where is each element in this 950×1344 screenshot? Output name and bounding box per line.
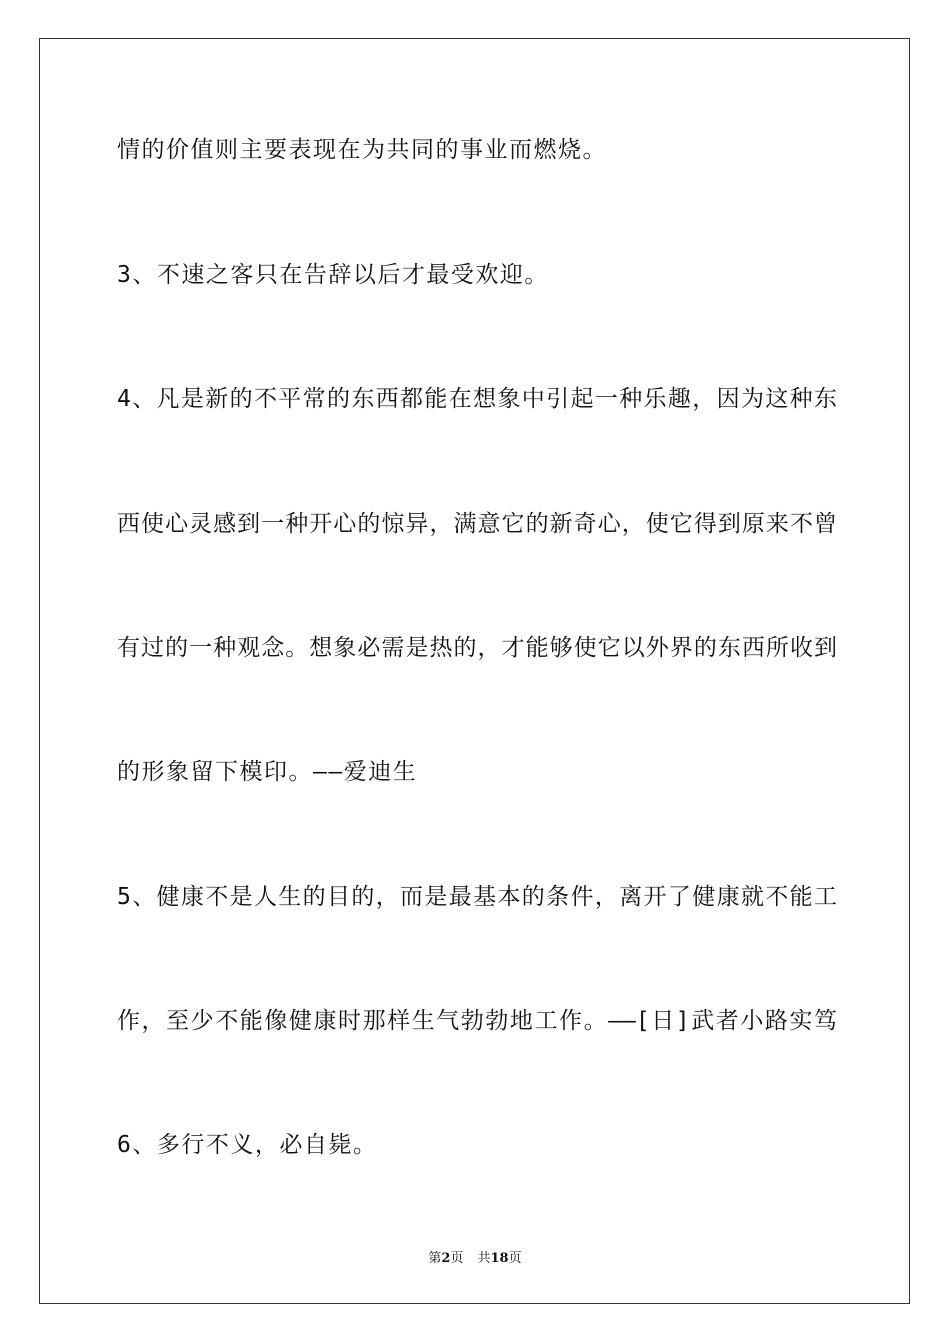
paragraph-line: 5、健康不是人生的目的，而是最基本的条件，离开了健康就不能工 [117, 884, 837, 910]
paragraph-line: 4、凡是新的不平常的东西都能在想象中引起一种乐趣，因为这种东 [117, 386, 837, 412]
paragraph-line: 作，至少不能像健康时那样生气勃勃地工作。——[日]武者小路实笃 [117, 1008, 837, 1034]
page-suffix: 页 [450, 1251, 464, 1266]
paragraph-line: 情的价值则主要表现在为共同的事业而燃烧。 [117, 137, 607, 163]
paragraph-line: 6、多行不义，必自毙。 [117, 1132, 378, 1158]
paragraph-line: 有过的一种观念。想象必需是热的，才能够使它以外界的东西所收到 [117, 635, 837, 661]
paragraph-line: 3、不速之客只在告辞以后才最受欢迎。 [117, 262, 549, 288]
page-prefix: 第 [428, 1251, 442, 1266]
total-prefix: 共 [477, 1251, 491, 1266]
page-frame [39, 38, 910, 1304]
paragraph-line: 西使心灵感到一种开心的惊异，满意它的新奇心，使它得到原来不曾 [117, 511, 837, 537]
page-number: 2 [441, 1251, 451, 1266]
page-footer [0, 1247, 950, 1266]
total-pages: 18 [490, 1251, 509, 1266]
paragraph-line: 的形象留下模印。——爱迪生 [117, 759, 418, 785]
total-suffix: 页 [508, 1251, 522, 1266]
